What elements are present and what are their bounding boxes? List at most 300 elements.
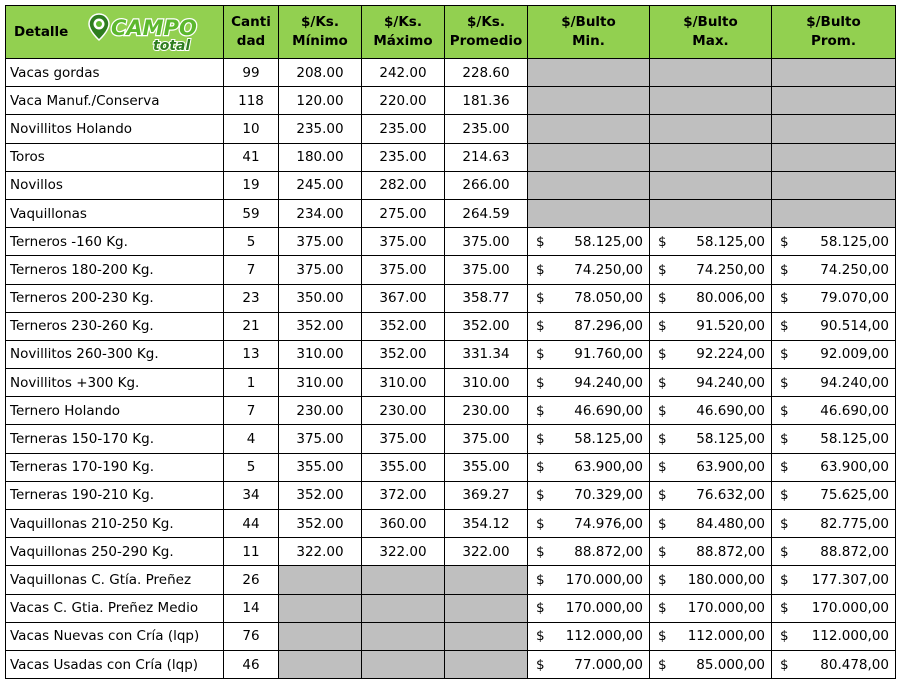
currency-symbol: $ — [658, 290, 667, 307]
money-value: 63.900,00 — [574, 459, 643, 476]
money-value: 58.125,00 — [696, 233, 765, 250]
cell-bulto-prom — [772, 284, 896, 312]
cell-cantidad: 13 — [224, 340, 279, 368]
cell-max-ks: 367.00 — [362, 284, 445, 312]
header-bulto-max: $/Bulto Max. — [650, 6, 772, 59]
cell-bulto-min — [528, 369, 650, 397]
cell-min-ks: 208.00 — [279, 59, 362, 87]
cell-bulto-max — [650, 199, 772, 227]
cell-bulto-prom — [772, 87, 896, 115]
cell-bulto-min — [528, 256, 650, 284]
cell-detalle: Novillitos 260-300 Kg. — [6, 340, 224, 368]
table-row — [6, 594, 896, 622]
cell-cantidad: 46 — [224, 650, 279, 678]
currency-symbol: $ — [780, 261, 789, 278]
cell-bulto-min — [528, 143, 650, 171]
currency-symbol: $ — [658, 543, 667, 560]
cell-max-ks: 235.00 — [362, 143, 445, 171]
currency-symbol: $ — [658, 656, 667, 673]
currency-symbol: $ — [536, 459, 545, 476]
cell-max-ks: 375.00 — [362, 256, 445, 284]
table-body — [6, 59, 896, 679]
cell-bulto-min — [528, 228, 650, 256]
cell-bulto-min — [528, 510, 650, 538]
money-value: 80.478,00 — [820, 656, 889, 673]
cell-max-ks: 230.00 — [362, 397, 445, 425]
cell-detalle: Ternero Holando — [6, 397, 224, 425]
header-cantidad: Canti dad — [224, 6, 279, 59]
cell-prom-ks: 369.27 — [445, 481, 528, 509]
money-value: 88.872,00 — [820, 543, 889, 560]
price-table-wrapper — [5, 5, 896, 679]
table-row — [6, 228, 896, 256]
currency-symbol: $ — [780, 431, 789, 448]
money-value: 170.000,00 — [811, 600, 889, 617]
table-row — [6, 284, 896, 312]
header-prom-ks: $/Ks. Promedio — [445, 6, 528, 59]
currency-symbol: $ — [536, 233, 545, 250]
cell-bulto-min — [528, 284, 650, 312]
cell-bulto-prom — [772, 481, 896, 509]
cell-max-ks: 352.00 — [362, 340, 445, 368]
cell-prom-ks: 352.00 — [445, 312, 528, 340]
cell-bulto-max — [650, 650, 772, 678]
cell-detalle: Vaquillonas 210-250 Kg. — [6, 510, 224, 538]
table-row — [6, 481, 896, 509]
cell-bulto-max — [650, 312, 772, 340]
money-value: 170.000,00 — [565, 571, 643, 588]
money-value: 90.514,00 — [820, 318, 889, 335]
table-row — [6, 650, 896, 678]
money-value: 170.000,00 — [565, 600, 643, 617]
currency-symbol: $ — [658, 233, 667, 250]
currency-symbol: $ — [780, 571, 789, 588]
cell-min-ks: 375.00 — [279, 228, 362, 256]
cell-min-ks: 234.00 — [279, 199, 362, 227]
currency-symbol: $ — [536, 600, 545, 617]
cell-bulto-min — [528, 59, 650, 87]
table-row — [6, 566, 896, 594]
cell-cantidad: 10 — [224, 115, 279, 143]
cell-bulto-prom — [772, 340, 896, 368]
cell-detalle: Vaquillonas — [6, 199, 224, 227]
currency-symbol: $ — [536, 656, 545, 673]
cell-cantidad: 44 — [224, 510, 279, 538]
table-row — [6, 369, 896, 397]
cell-prom-ks — [445, 566, 528, 594]
cell-bulto-min — [528, 199, 650, 227]
cell-bulto-prom — [772, 650, 896, 678]
cell-min-ks: 375.00 — [279, 425, 362, 453]
money-value: 92.009,00 — [820, 346, 889, 363]
cell-min-ks: 120.00 — [279, 87, 362, 115]
cell-bulto-max — [650, 369, 772, 397]
money-value: 63.900,00 — [696, 459, 765, 476]
table-row — [6, 397, 896, 425]
money-value: 84.480,00 — [696, 515, 765, 532]
header-detalle — [6, 6, 224, 59]
currency-symbol: $ — [658, 628, 667, 645]
cell-prom-ks: 375.00 — [445, 256, 528, 284]
cell-detalle: Terneras 190-210 Kg. — [6, 481, 224, 509]
table-row — [6, 115, 896, 143]
money-value: 58.125,00 — [696, 431, 765, 448]
currency-symbol: $ — [780, 515, 789, 532]
currency-symbol: $ — [536, 318, 545, 335]
currency-symbol: $ — [536, 290, 545, 307]
cell-min-ks: 352.00 — [279, 510, 362, 538]
cell-bulto-prom — [772, 622, 896, 650]
cell-detalle: Vaquillonas 250-290 Kg. — [6, 538, 224, 566]
cell-prom-ks: 355.00 — [445, 453, 528, 481]
cell-min-ks: 310.00 — [279, 340, 362, 368]
cell-detalle: Vaquillonas C. Gtía. Preñez — [6, 566, 224, 594]
cell-bulto-prom — [772, 453, 896, 481]
money-value: 77.000,00 — [574, 656, 643, 673]
currency-symbol: $ — [658, 487, 667, 504]
cell-prom-ks: 235.00 — [445, 115, 528, 143]
cell-prom-ks: 230.00 — [445, 397, 528, 425]
cell-max-ks: 235.00 — [362, 115, 445, 143]
cell-cantidad: 41 — [224, 143, 279, 171]
money-value: 63.900,00 — [820, 459, 889, 476]
cell-bulto-prom — [772, 171, 896, 199]
money-value: 75.625,00 — [820, 487, 889, 504]
cell-detalle: Terneros 200-230 Kg. — [6, 284, 224, 312]
cell-bulto-prom — [772, 425, 896, 453]
cell-prom-ks — [445, 650, 528, 678]
cell-max-ks: 375.00 — [362, 228, 445, 256]
header-bulto-min: $/Bulto Min. — [528, 6, 650, 59]
currency-symbol: $ — [780, 543, 789, 560]
cell-bulto-prom — [772, 115, 896, 143]
table-row — [6, 199, 896, 227]
cell-bulto-max — [650, 143, 772, 171]
cell-max-ks: 242.00 — [362, 59, 445, 87]
money-value: 58.125,00 — [574, 431, 643, 448]
cell-min-ks: 350.00 — [279, 284, 362, 312]
cell-min-ks: 375.00 — [279, 256, 362, 284]
currency-symbol: $ — [658, 515, 667, 532]
cell-cantidad: 26 — [224, 566, 279, 594]
cell-cantidad: 118 — [224, 87, 279, 115]
money-value: 170.000,00 — [687, 600, 765, 617]
money-value: 85.000,00 — [696, 656, 765, 673]
cell-bulto-max — [650, 622, 772, 650]
currency-symbol: $ — [536, 431, 545, 448]
cell-bulto-max — [650, 115, 772, 143]
currency-symbol: $ — [658, 571, 667, 588]
currency-symbol: $ — [780, 346, 789, 363]
cell-prom-ks: 266.00 — [445, 171, 528, 199]
currency-symbol: $ — [658, 318, 667, 335]
money-value: 92.224,00 — [696, 346, 765, 363]
money-value: 91.520,00 — [696, 318, 765, 335]
money-value: 74.250,00 — [696, 261, 765, 278]
cell-min-ks: 352.00 — [279, 481, 362, 509]
cell-bulto-max — [650, 510, 772, 538]
currency-symbol: $ — [780, 233, 789, 250]
money-value: 46.690,00 — [696, 402, 765, 419]
cell-bulto-min — [528, 566, 650, 594]
cell-bulto-min — [528, 87, 650, 115]
table-row — [6, 87, 896, 115]
currency-symbol: $ — [780, 628, 789, 645]
money-value: 74.976,00 — [574, 515, 643, 532]
cell-bulto-max — [650, 228, 772, 256]
money-value: 87.296,00 — [574, 318, 643, 335]
cell-prom-ks: 358.77 — [445, 284, 528, 312]
cell-bulto-max — [650, 397, 772, 425]
cell-max-ks: 275.00 — [362, 199, 445, 227]
cell-bulto-min — [528, 115, 650, 143]
cell-min-ks: 180.00 — [279, 143, 362, 171]
cell-cantidad: 7 — [224, 256, 279, 284]
cell-bulto-prom — [772, 143, 896, 171]
money-value: 58.125,00 — [820, 431, 889, 448]
cell-detalle: Terneras 150-170 Kg. — [6, 425, 224, 453]
money-value: 46.690,00 — [574, 402, 643, 419]
cell-bulto-prom — [772, 59, 896, 87]
cell-bulto-max — [650, 594, 772, 622]
money-value: 79.070,00 — [820, 290, 889, 307]
cell-bulto-min — [528, 594, 650, 622]
currency-symbol: $ — [536, 487, 545, 504]
cell-bulto-prom — [772, 510, 896, 538]
cell-prom-ks: 375.00 — [445, 425, 528, 453]
money-value: 74.250,00 — [574, 261, 643, 278]
currency-symbol: $ — [536, 261, 545, 278]
currency-symbol: $ — [536, 402, 545, 419]
cell-max-ks: 360.00 — [362, 510, 445, 538]
cell-cantidad: 5 — [224, 228, 279, 256]
money-value: 70.329,00 — [574, 487, 643, 504]
money-value: 94.240,00 — [696, 374, 765, 391]
currency-symbol: $ — [658, 600, 667, 617]
cell-min-ks: 322.00 — [279, 538, 362, 566]
money-value: 80.006,00 — [696, 290, 765, 307]
cell-detalle: Vacas C. Gtia. Preñez Medio — [6, 594, 224, 622]
currency-symbol: $ — [780, 459, 789, 476]
money-value: 180.000,00 — [687, 571, 765, 588]
cell-bulto-prom — [772, 594, 896, 622]
cell-max-ks: 322.00 — [362, 538, 445, 566]
cell-max-ks: 375.00 — [362, 425, 445, 453]
money-value: 94.240,00 — [574, 374, 643, 391]
cell-min-ks — [279, 622, 362, 650]
cell-cantidad: 1 — [224, 369, 279, 397]
table-row — [6, 425, 896, 453]
cell-detalle: Vacas Usadas con Cría (lqp) — [6, 650, 224, 678]
cell-bulto-max — [650, 284, 772, 312]
currency-symbol: $ — [658, 261, 667, 278]
cell-cantidad: 99 — [224, 59, 279, 87]
table-row — [6, 622, 896, 650]
cell-bulto-max — [650, 566, 772, 594]
currency-symbol: $ — [780, 656, 789, 673]
table-row — [6, 340, 896, 368]
cell-detalle: Vaca Manuf./Conserva — [6, 87, 224, 115]
cell-bulto-min — [528, 312, 650, 340]
money-value: 94.240,00 — [820, 374, 889, 391]
cell-detalle: Terneros 180-200 Kg. — [6, 256, 224, 284]
cell-bulto-min — [528, 171, 650, 199]
header-min-ks: $/Ks. Mínimo — [279, 6, 362, 59]
currency-symbol: $ — [536, 374, 545, 391]
cell-min-ks: 235.00 — [279, 115, 362, 143]
money-value: 112.000,00 — [811, 628, 889, 645]
cell-bulto-min — [528, 538, 650, 566]
cell-cantidad: 76 — [224, 622, 279, 650]
cell-detalle: Terneras 170-190 Kg. — [6, 453, 224, 481]
logo-text-main: CAMPO — [111, 16, 197, 40]
money-value: 112.000,00 — [565, 628, 643, 645]
cell-min-ks: 352.00 — [279, 312, 362, 340]
cell-bulto-prom — [772, 228, 896, 256]
cell-prom-ks: 228.60 — [445, 59, 528, 87]
cell-detalle: Terneros 230-260 Kg. — [6, 312, 224, 340]
cell-bulto-min — [528, 622, 650, 650]
logo-text-sub: total — [153, 38, 191, 54]
cell-bulto-max — [650, 171, 772, 199]
cell-bulto-max — [650, 256, 772, 284]
cell-max-ks: 372.00 — [362, 481, 445, 509]
currency-symbol: $ — [536, 543, 545, 560]
header-max-ks: $/Ks. Máximo — [362, 6, 445, 59]
cell-bulto-max — [650, 87, 772, 115]
table-row — [6, 453, 896, 481]
money-value: 74.250,00 — [820, 261, 889, 278]
cell-max-ks: 352.00 — [362, 312, 445, 340]
currency-symbol: $ — [780, 402, 789, 419]
cell-detalle: Terneros -160 Kg. — [6, 228, 224, 256]
cell-bulto-min — [528, 453, 650, 481]
currency-symbol: $ — [780, 318, 789, 335]
cell-prom-ks: 322.00 — [445, 538, 528, 566]
cell-detalle: Novillitos +300 Kg. — [6, 369, 224, 397]
currency-symbol: $ — [536, 346, 545, 363]
money-value: 91.760,00 — [574, 346, 643, 363]
cell-detalle: Novillitos Holando — [6, 115, 224, 143]
header-bulto-prom: $/Bulto Prom. — [772, 6, 896, 59]
cell-max-ks — [362, 622, 445, 650]
cell-min-ks: 355.00 — [279, 453, 362, 481]
cell-bulto-prom — [772, 538, 896, 566]
cell-prom-ks: 264.59 — [445, 199, 528, 227]
cell-prom-ks: 214.63 — [445, 143, 528, 171]
cell-bulto-max — [650, 340, 772, 368]
table-row — [6, 143, 896, 171]
table-row — [6, 171, 896, 199]
cell-detalle: Toros — [6, 143, 224, 171]
cell-max-ks: 282.00 — [362, 171, 445, 199]
cell-max-ks: 355.00 — [362, 453, 445, 481]
cell-detalle: Vacas gordas — [6, 59, 224, 87]
cell-bulto-min — [528, 481, 650, 509]
money-value: 88.872,00 — [696, 543, 765, 560]
money-value: 76.632,00 — [696, 487, 765, 504]
cell-max-ks — [362, 650, 445, 678]
header-detalle-label: Detalle — [14, 23, 69, 40]
cell-bulto-prom — [772, 312, 896, 340]
cell-cantidad: 21 — [224, 312, 279, 340]
money-value: 112.000,00 — [687, 628, 765, 645]
cell-prom-ks: 354.12 — [445, 510, 528, 538]
cell-prom-ks: 310.00 — [445, 369, 528, 397]
money-value: 58.125,00 — [574, 233, 643, 250]
price-table — [5, 5, 896, 679]
cell-max-ks — [362, 566, 445, 594]
currency-symbol: $ — [658, 374, 667, 391]
cell-bulto-min — [528, 650, 650, 678]
cell-bulto-prom — [772, 256, 896, 284]
cell-cantidad: 14 — [224, 594, 279, 622]
currency-symbol: $ — [780, 600, 789, 617]
table-row — [6, 510, 896, 538]
money-value: 177.307,00 — [811, 571, 889, 588]
cell-max-ks: 220.00 — [362, 87, 445, 115]
cell-bulto-min — [528, 340, 650, 368]
cell-detalle: Novillos — [6, 171, 224, 199]
cell-min-ks: 230.00 — [279, 397, 362, 425]
currency-symbol: $ — [536, 515, 545, 532]
cell-bulto-max — [650, 59, 772, 87]
cell-cantidad: 59 — [224, 199, 279, 227]
cell-bulto-prom — [772, 369, 896, 397]
currency-symbol: $ — [658, 346, 667, 363]
table-row — [6, 538, 896, 566]
cell-prom-ks — [445, 594, 528, 622]
currency-symbol: $ — [780, 487, 789, 504]
currency-symbol: $ — [658, 431, 667, 448]
currency-symbol: $ — [536, 628, 545, 645]
currency-symbol: $ — [536, 571, 545, 588]
table-row — [6, 59, 896, 87]
currency-symbol: $ — [780, 374, 789, 391]
cell-min-ks: 245.00 — [279, 171, 362, 199]
cell-prom-ks: 181.36 — [445, 87, 528, 115]
cell-cantidad: 19 — [224, 171, 279, 199]
money-value: 82.775,00 — [820, 515, 889, 532]
cell-bulto-min — [528, 397, 650, 425]
table-row — [6, 312, 896, 340]
campo-total-logo-graphic — [87, 10, 217, 54]
campo-total-logo — [87, 10, 217, 54]
cell-min-ks: 310.00 — [279, 369, 362, 397]
cell-cantidad: 7 — [224, 397, 279, 425]
cell-cantidad: 5 — [224, 453, 279, 481]
cell-prom-ks — [445, 622, 528, 650]
table-row — [6, 256, 896, 284]
cell-max-ks — [362, 594, 445, 622]
cell-detalle: Vacas Nuevas con Cría (lqp) — [6, 622, 224, 650]
cell-bulto-max — [650, 453, 772, 481]
money-value: 88.872,00 — [574, 543, 643, 560]
cell-bulto-max — [650, 538, 772, 566]
money-value: 78.050,00 — [574, 290, 643, 307]
cell-min-ks — [279, 566, 362, 594]
cell-cantidad: 23 — [224, 284, 279, 312]
cell-bulto-prom — [772, 397, 896, 425]
cell-min-ks — [279, 594, 362, 622]
cell-bulto-prom — [772, 566, 896, 594]
cell-prom-ks: 331.34 — [445, 340, 528, 368]
cell-bulto-prom — [772, 199, 896, 227]
cell-min-ks — [279, 650, 362, 678]
money-value: 58.125,00 — [820, 233, 889, 250]
currency-symbol: $ — [780, 290, 789, 307]
currency-symbol: $ — [658, 402, 667, 419]
